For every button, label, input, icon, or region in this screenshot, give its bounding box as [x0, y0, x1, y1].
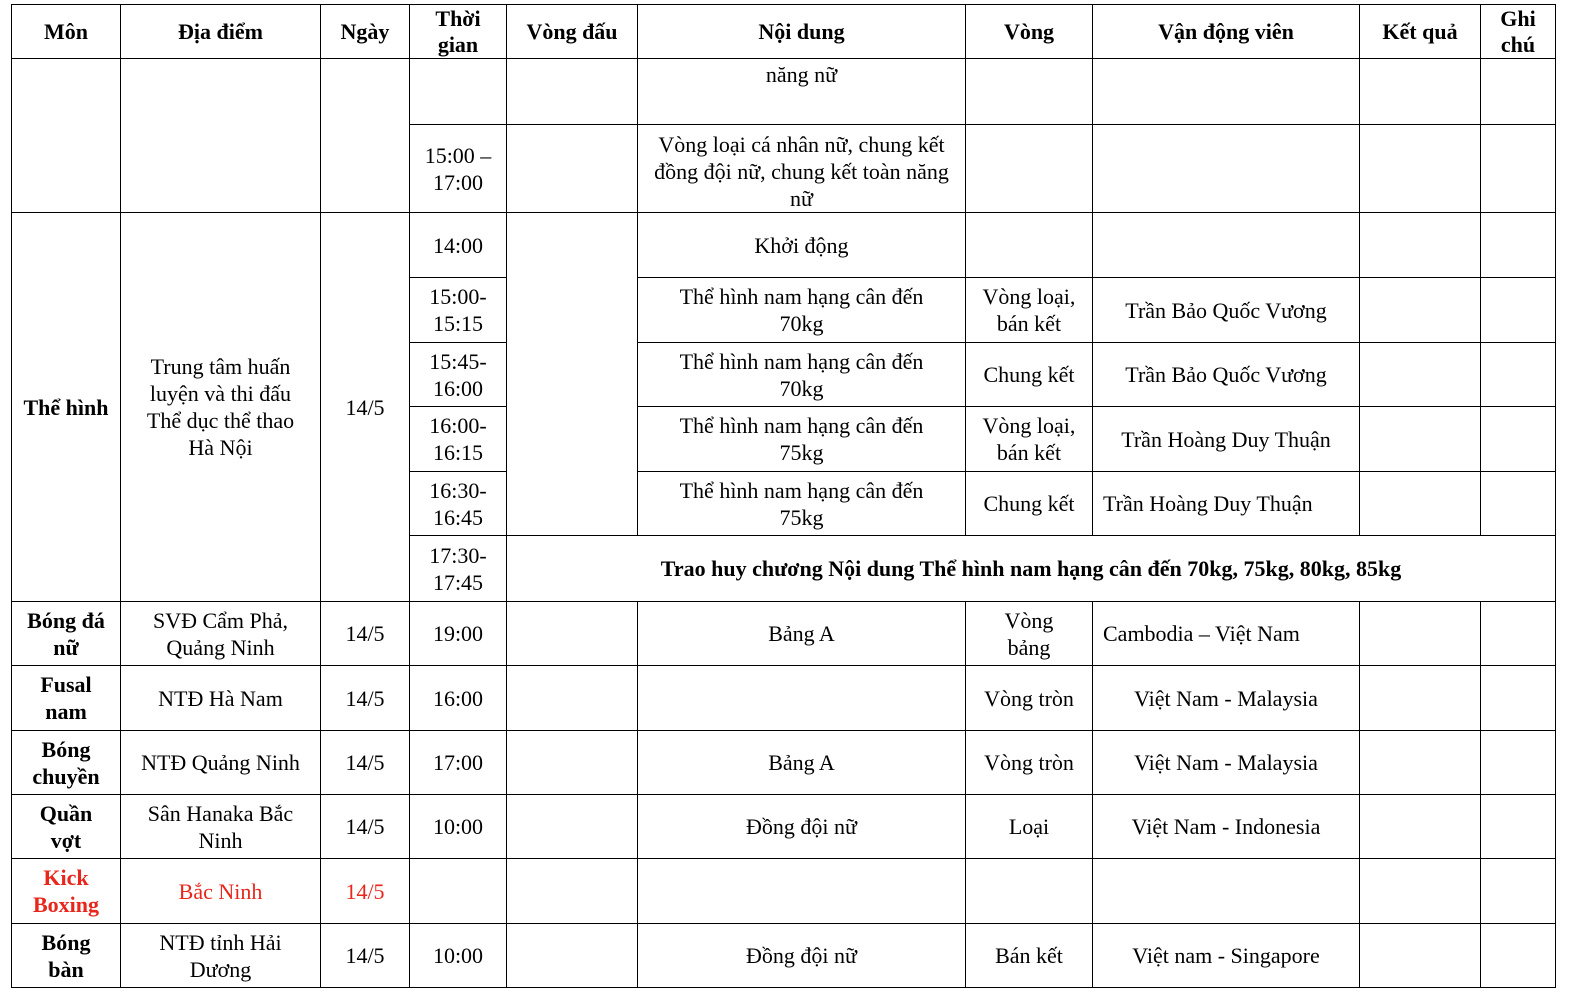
cell-vong-dau: [507, 666, 638, 731]
cell-dia-diem: NTĐ Quảng Ninh: [121, 731, 321, 795]
cell-noi-dung: Thể hình nam hạng cân đến 70kg: [638, 343, 966, 407]
cell-noi-dung: [638, 859, 966, 924]
cell-vdv: Trần Hoàng Duy Thuận: [1093, 472, 1360, 536]
cell-mon: Fusal nam: [12, 666, 121, 731]
cell-thoi-gian: 16:00- 16:15: [410, 407, 507, 472]
cell-dia-diem: Bắc Ninh: [121, 859, 321, 924]
cell-vong: Chung kết: [966, 472, 1093, 536]
table-row: [12, 602, 1556, 666]
cell-thoi-gian: 17:00: [410, 731, 507, 795]
cell-ghi-chu: [1481, 859, 1556, 924]
cell-thoi-gian: 19:00: [410, 602, 507, 666]
table-row: [12, 213, 1556, 278]
cell-noi-dung: [638, 666, 966, 731]
table-row: [12, 666, 1556, 731]
cell-ket-qua: [1360, 59, 1481, 125]
cell-dia-diem: Trung tâm huấn luyện và thi đấu Thể dục thể thao Hà Nội: [121, 213, 321, 602]
cell-mon: Bóng đá nữ: [12, 602, 121, 666]
cell-thoi-gian: [410, 59, 507, 125]
table-row: [12, 59, 1556, 125]
cell-vdv: [1093, 213, 1360, 278]
cell-noi-dung: Thể hình nam hạng cân đến 70kg: [638, 278, 966, 343]
cell-thoi-gian: 15:45- 16:00: [410, 343, 507, 407]
header-vong-dau: Vòng đấu: [507, 5, 638, 59]
cell-thoi-gian: 17:30- 17:45: [410, 536, 507, 602]
cell-ngay: 14/5: [321, 795, 410, 859]
cell-ket-qua: [1360, 602, 1481, 666]
cell-vdv: [1093, 125, 1360, 213]
cell-ghi-chu: [1481, 213, 1556, 278]
cell-dia-diem: NTĐ tỉnh Hải Dương: [121, 924, 321, 988]
cell-thoi-gian: 16:30- 16:45: [410, 472, 507, 536]
cell-thoi-gian: 10:00: [410, 924, 507, 988]
cell-thoi-gian: 15:00 – 17:00: [410, 125, 507, 213]
cell-vong-dau: [507, 125, 638, 213]
cell-vdv: Trần Bảo Quốc Vương: [1093, 343, 1360, 407]
cell-ngay: 14/5: [321, 602, 410, 666]
cell-thoi-gian: [410, 859, 507, 924]
cell-ket-qua: [1360, 666, 1481, 731]
cell-mon: Quần vợt: [12, 795, 121, 859]
cell-noi-dung: Khởi động: [638, 213, 966, 278]
cell-ket-qua: [1360, 795, 1481, 859]
header-van-dong-vien: Vận động viên: [1093, 5, 1360, 59]
cell-mon: Bóng bàn: [12, 924, 121, 988]
cell-vong: Bán kết: [966, 924, 1093, 988]
cell-vong: [966, 59, 1093, 125]
schedule-table: [11, 4, 1556, 988]
cell-noi-dung: Thể hình nam hạng cân đến 75kg: [638, 472, 966, 536]
cell-ghi-chu: [1481, 59, 1556, 125]
cell-vdv: Việt Nam - Malaysia: [1093, 666, 1360, 731]
cell-vong-dau: [507, 859, 638, 924]
cell-ghi-chu: [1481, 795, 1556, 859]
table-row: [12, 924, 1556, 988]
cell-ghi-chu: [1481, 278, 1556, 343]
cell-ngay: [321, 59, 410, 213]
cell-vong: Vòng loại, bán kết: [966, 407, 1093, 472]
cell-ghi-chu: [1481, 924, 1556, 988]
cell-vdv: Trần Bảo Quốc Vương: [1093, 278, 1360, 343]
cell-ghi-chu: [1481, 666, 1556, 731]
header-vong: Vòng: [966, 5, 1093, 59]
header-noi-dung: Nội dung: [638, 5, 966, 59]
table-row: [12, 731, 1556, 795]
cell-vong-dau: [507, 602, 638, 666]
cell-noi-dung: Đồng đội nữ: [638, 924, 966, 988]
cell-noi-dung: Đồng đội nữ: [638, 795, 966, 859]
cell-ngay: 14/5: [321, 213, 410, 602]
cell-ghi-chu: [1481, 125, 1556, 213]
cell-mon: Thể hình: [12, 213, 121, 602]
award-cell: Trao huy chương Nội dung Thể hình nam hạng cân đến 70kg, 75kg, 80kg, 85kg: [507, 536, 1556, 602]
cell-ngay: 14/5: [321, 859, 410, 924]
cell-vdv: [1093, 859, 1360, 924]
table-row: [12, 859, 1556, 924]
cell-noi-dung: Bảng A: [638, 731, 966, 795]
cell-ket-qua: [1360, 924, 1481, 988]
cell-thoi-gian: 16:00: [410, 666, 507, 731]
cell-dia-diem: Sân Hanaka Bắc Ninh: [121, 795, 321, 859]
header-thoi-gian: Thời gian: [410, 5, 507, 59]
cell-ghi-chu: [1481, 602, 1556, 666]
cell-thoi-gian: 14:00: [410, 213, 507, 278]
cell-vong-dau: [507, 924, 638, 988]
header-ket-qua: Kết quả: [1360, 5, 1481, 59]
cell-noi-dung: năng nữ: [638, 59, 966, 125]
header-ngay: Ngày: [321, 5, 410, 59]
header-mon: Môn: [12, 5, 121, 59]
cell-vdv: Việt Nam - Indonesia: [1093, 795, 1360, 859]
cell-vong: Vòng loại, bán kết: [966, 278, 1093, 343]
cell-vong: [966, 125, 1093, 213]
cell-mon: Kick Boxing: [12, 859, 121, 924]
cell-dia-diem: NTĐ Hà Nam: [121, 666, 321, 731]
cell-ghi-chu: [1481, 343, 1556, 407]
cell-ket-qua: [1360, 125, 1481, 213]
cell-vdv: [1093, 59, 1360, 125]
header-ghi-chu: Ghi chú: [1481, 5, 1556, 59]
cell-vdv: Trần Hoàng Duy Thuận: [1093, 407, 1360, 472]
cell-vong: [966, 859, 1093, 924]
cell-vong-dau: [507, 795, 638, 859]
cell-thoi-gian: 15:00- 15:15: [410, 278, 507, 343]
cell-dia-diem: [121, 59, 321, 213]
cell-vong: Chung kết: [966, 343, 1093, 407]
header-row: [12, 5, 1556, 59]
cell-ngay: 14/5: [321, 924, 410, 988]
cell-ket-qua: [1360, 859, 1481, 924]
cell-ghi-chu: [1481, 731, 1556, 795]
cell-ngay: 14/5: [321, 731, 410, 795]
cell-thoi-gian: 10:00: [410, 795, 507, 859]
cell-vong-dau: [507, 59, 638, 125]
cell-dia-diem: SVĐ Cẩm Phả, Quảng Ninh: [121, 602, 321, 666]
cell-ket-qua: [1360, 407, 1481, 472]
cell-ket-qua: [1360, 472, 1481, 536]
cell-noi-dung: Bảng A: [638, 602, 966, 666]
cell-noi-dung: Thể hình nam hạng cân đến 75kg: [638, 407, 966, 472]
cell-vong: Vòng bảng: [966, 602, 1093, 666]
table-row: [12, 795, 1556, 859]
cell-vong: Loại: [966, 795, 1093, 859]
cell-mon: Bóng chuyền: [12, 731, 121, 795]
cell-ket-qua: [1360, 213, 1481, 278]
cell-vong: Vòng tròn: [966, 666, 1093, 731]
cell-ket-qua: [1360, 343, 1481, 407]
cell-ghi-chu: [1481, 407, 1556, 472]
cell-vdv: Việt nam - Singapore: [1093, 924, 1360, 988]
cell-ket-qua: [1360, 278, 1481, 343]
cell-mon: [12, 59, 121, 213]
cell-vdv: Cambodia – Việt Nam: [1093, 602, 1360, 666]
cell-ket-qua: [1360, 731, 1481, 795]
cell-vong-dau: [507, 213, 638, 536]
header-dia-diem: Địa điểm: [121, 5, 321, 59]
cell-vong-dau: [507, 731, 638, 795]
cell-vdv: Việt Nam - Malaysia: [1093, 731, 1360, 795]
cell-ghi-chu: [1481, 472, 1556, 536]
cell-ngay: 14/5: [321, 666, 410, 731]
cell-vong: Vòng tròn: [966, 731, 1093, 795]
cell-vong: [966, 213, 1093, 278]
cell-noi-dung: Vòng loại cá nhân nữ, chung kết đồng đội nữ, chung kết toàn năng nữ: [638, 125, 966, 213]
